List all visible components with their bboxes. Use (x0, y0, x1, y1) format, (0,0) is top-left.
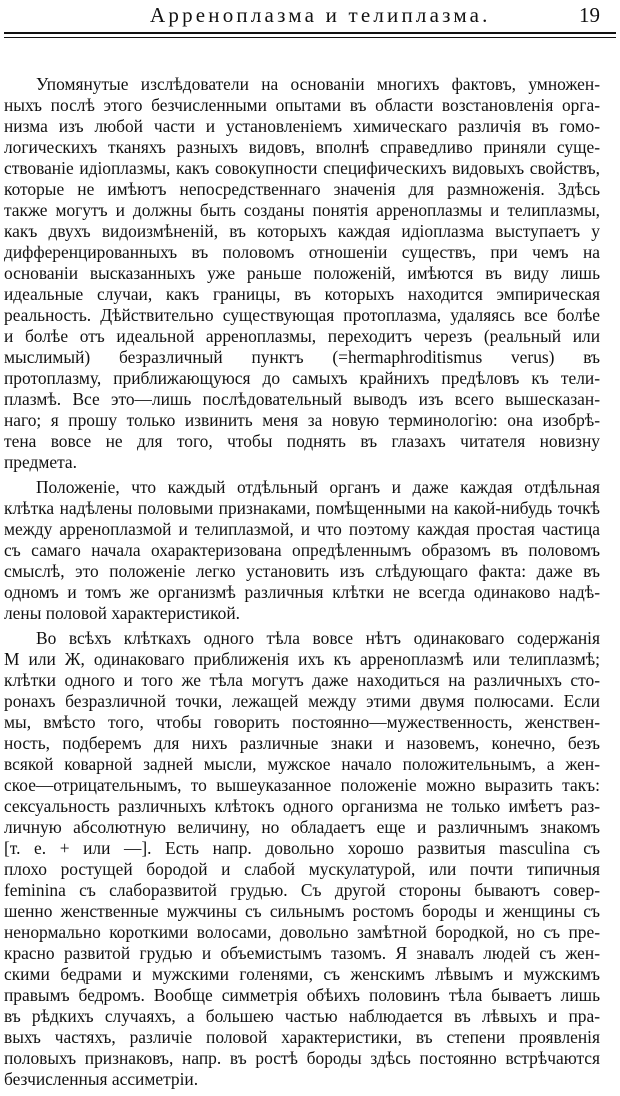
text-line: смыслѣ, это положеніе легко установить изъ слѣдующаго факта: даже въ (4, 561, 600, 581)
text-line: протоплазму, приближающуюся до самыхъ крайнихъ предѣловъ къ тели- (4, 368, 600, 388)
text-line: половыхъ признаковъ, напр. въ ростѣ бороды здѣсь постоянно встрѣчаются (4, 1048, 600, 1068)
text-line: безчисленныя ассиметріи. (4, 1069, 199, 1089)
text-line: ность, подберемъ для нихъ различные знаки и назовемъ, конечно, безъ (4, 733, 600, 753)
text-line: основаніи высказанныхъ уже раньше положеній, имѣются въ виду лишь (4, 263, 600, 283)
text-line: плазмѣ. Все это—лишь послѣдовательный выводъ изъ всего вышесказан- (4, 389, 600, 409)
text-line: шенно женственные мужчины съ сильнымъ ростомъ бороды и женщины съ (4, 901, 600, 921)
text-line: красно развитой грудью и объемистымъ тазомъ. Я знавалъ людей съ жен- (4, 943, 600, 963)
text-line: правымъ бедромъ. Вообще симметрія обѣихъ половинъ тѣла бываетъ лишь (4, 985, 600, 1005)
text-line: выхъ частяхъ, различіе половой характеристики, въ степени проявленія (4, 1027, 600, 1047)
text-line: Упомянутые изслѣдователи на основаніи многихъ фактовъ, умножен- (36, 74, 600, 94)
text-line: которые не имѣютъ непосредственнаго значенія для размноженія. Здѣсь (4, 179, 600, 199)
text-line: также могутъ и должны быть созданы понятія арреноплазмы и телиплазмы, (4, 200, 600, 220)
text-line: реальность. Дѣйствительно существующая протоплазма, удаляясь все болѣе (4, 305, 600, 325)
text-line: ствованіе идіоплазмы, какъ совокупности специфическихъ видовыхъ свойствъ, (4, 158, 600, 178)
text-line: плохо ростущей бородой и слабой мускулатурой, или почти типичныя (4, 859, 600, 879)
text-line: мыслимый) безразличный пунктъ (=hermaphroditismus verus) въ (4, 347, 600, 367)
text-line: логическихъ тканяхъ разныхъ видовъ, вполнѣ справедливо приняли суще- (4, 137, 600, 157)
text-line: клѣтка надѣлены половыми признаками, помѣщенными на какой-нибудь точкѣ (4, 498, 600, 518)
text-line: наго; я прошу только извинить меня за новую терминологію: она изобрѣ- (4, 410, 600, 430)
text-line: личную абсолютную величину, но обладаетъ еще и различнымъ знакомъ (4, 817, 600, 837)
text-line: диффеpенцированныхъ въ половомъ отношеніи существъ, при чемъ на (4, 242, 600, 262)
text-line: какъ двухъ видоизмѣненій, въ которыхъ каждая идіоплазма выступаетъ у (4, 221, 600, 241)
text-line: одномъ и томъ же организмѣ различныя клѣтки не всегда одинаково надѣ- (4, 582, 600, 602)
text-line: клѣтки одного и того же тѣла могутъ даже находиться на различныхъ сто- (4, 670, 600, 690)
text-line: мы, вмѣсто того, чтобы говорить постоянно—мужественность, женствен- (4, 712, 600, 732)
text-line: между арреноплазмой и телиплазмой, и что поэтому каждая простая частица (4, 519, 600, 539)
text-line: всякой коварной задней мысли, мужское начало положительнымъ, а жен- (4, 754, 600, 774)
text-line: сексуальность различныхъ клѣтокъ одного организма не только имѣетъ раз- (4, 796, 600, 816)
text-line: низма изъ любой части и установленіемъ химическаго различія въ гомо- (4, 116, 600, 136)
text-line: тена вовсе не для того, чтобы поднять въ глазахъ читателя новизну (4, 431, 600, 451)
text-line: идеальные случаи, какъ границы, въ которыхъ находится эмпирическая (4, 284, 600, 304)
text-line: M или Ж, одинаковаго приближенія ихъ къ арреноплазмѣ или телиплазмѣ; (4, 649, 600, 669)
text-line: ныхъ послѣ этого безчисленными опытами въ области возстановленія орга- (4, 95, 600, 115)
text-line: [т. е. + или —]. Есть напр. довольно хорошо развитыя masculina съ (4, 838, 600, 858)
text-line: лены половой характеристикой. (4, 603, 241, 623)
text-line: Во всѣхъ клѣткахъ одного тѣла вовсе нѣтъ одинаковаго содержанія (36, 628, 600, 648)
text-line: съ самаго начала охарактеризована опредѣленнымъ образомъ въ половомъ (4, 540, 600, 560)
page-number: 19 (579, 3, 600, 27)
text-line: Положеніе, что каждый отдѣльный органъ и даже каждая отдѣльная (36, 477, 600, 497)
text-line: ронахъ безразличной точки, лежащей между этими двумя полюсами. Если (4, 691, 600, 711)
header-rule-thick (4, 32, 616, 34)
text-line: ское—отрицательнымъ, то вышеуказанное положеніе можно выразить такъ: (4, 775, 600, 795)
text-line: въ рѣдкихъ случаяхъ, а большею частью наблюдается въ лѣвыхъ и пра- (4, 1006, 600, 1026)
page-header (0, 2, 620, 28)
text-line: feminina съ слаборазвитой грудью. Съ другой стороны бываютъ совер- (4, 880, 600, 900)
header-rule-thin (4, 37, 616, 38)
text-line: и болѣе отъ идеальной арреноплазмы, переходитъ черезъ (реальный или (4, 326, 600, 346)
text-line: скими бедрами и мужскими голенями, съ женскимъ лѣвымъ и мужскимъ (4, 964, 600, 984)
running-head: Арреноплазма и телиплазма. (150, 3, 491, 27)
text-line: ненормально короткими волосами, довольно замѣтной бородкой, но съ пре- (4, 922, 600, 942)
text-line: предмета. (4, 452, 77, 472)
